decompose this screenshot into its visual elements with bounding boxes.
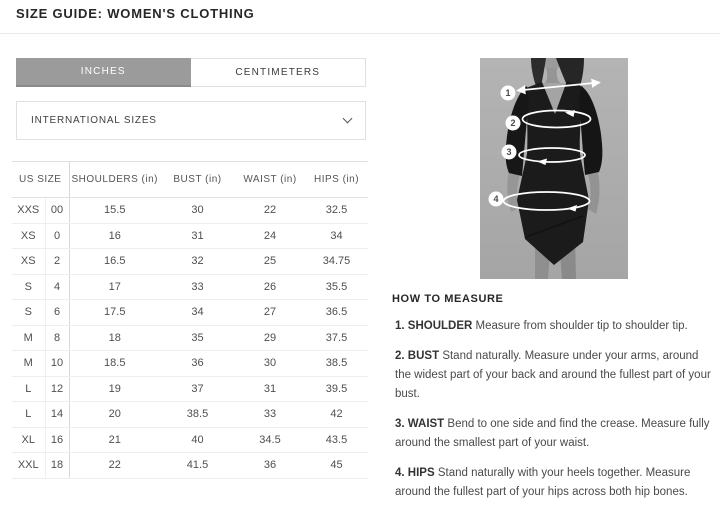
cell-shoulders: 22: [69, 453, 160, 479]
cell-size-letter: XXL: [12, 453, 45, 479]
cell-waist: 22: [235, 198, 305, 224]
table-row: [12, 274, 368, 300]
cell-hips: 37.5: [305, 325, 368, 351]
cell-shoulders: 18: [69, 325, 160, 351]
cell-shoulders: 17: [69, 274, 160, 300]
cell-size-letter: L: [12, 402, 45, 428]
cell-hips: 45: [305, 453, 368, 479]
cell-shoulders: 19: [69, 376, 160, 402]
svg-text:3: 3: [506, 147, 512, 158]
cell-bust: 31: [160, 223, 235, 249]
cell-size-number: 10: [45, 351, 69, 377]
col-header-hips: HIPS (in): [305, 162, 368, 198]
cell-size-letter: M: [12, 351, 45, 377]
cell-size-letter: XS: [12, 249, 45, 275]
cell-waist: 34.5: [235, 427, 305, 453]
size-system-selected-value: INTERNATIONAL SIZES: [31, 115, 157, 126]
cell-bust: 37: [160, 376, 235, 402]
cell-shoulders: 21: [69, 427, 160, 453]
size-system-dropdown[interactable]: [16, 101, 366, 140]
cell-bust: 35: [160, 325, 235, 351]
how-to-measure-section: [392, 293, 715, 513]
measurement-model-photo: [480, 58, 628, 279]
table-row: [12, 198, 368, 224]
cell-waist: 33: [235, 402, 305, 428]
cell-bust: 34: [160, 300, 235, 326]
cell-size-letter: M: [12, 325, 45, 351]
cell-size-letter: L: [12, 376, 45, 402]
tab-inches[interactable]: INCHES: [16, 58, 191, 87]
cell-size-number: 18: [45, 453, 69, 479]
size-chart-table: [12, 161, 368, 479]
cell-hips: 42: [305, 402, 368, 428]
cell-size-number: 2: [45, 249, 69, 275]
unit-tab-bar: [16, 58, 366, 87]
cell-size-letter: XXS: [12, 198, 45, 224]
cell-hips: 35.5: [305, 274, 368, 300]
svg-text:4: 4: [493, 194, 499, 205]
cell-shoulders: 20: [69, 402, 160, 428]
cell-hips: 38.5: [305, 351, 368, 377]
cell-shoulders: 18.5: [69, 351, 160, 377]
table-row: [12, 402, 368, 428]
how-to-measure-heading: HOW TO MEASURE: [392, 293, 504, 305]
cell-hips: 34.75: [305, 249, 368, 275]
col-header-bust: BUST (in): [160, 162, 235, 198]
cell-size-letter: S: [12, 300, 45, 326]
svg-text:1: 1: [505, 88, 511, 99]
cell-bust: 32: [160, 249, 235, 275]
cell-waist: 26: [235, 274, 305, 300]
cell-waist: 29: [235, 325, 305, 351]
svg-text:2: 2: [510, 118, 516, 129]
cell-size-letter: XL: [12, 427, 45, 453]
how-to-measure-item: 1. SHOULDER Measure from shoulder tip to shoulder tip.: [395, 320, 688, 332]
table-row: [12, 453, 368, 479]
cell-size-letter: XS: [12, 223, 45, 249]
cell-waist: 24: [235, 223, 305, 249]
page-title: SIZE GUIDE: WOMEN'S CLOTHING: [16, 6, 255, 21]
cell-size-number: 4: [45, 274, 69, 300]
cell-hips: 36.5: [305, 300, 368, 326]
header-divider: [0, 33, 720, 34]
cell-bust: 33: [160, 274, 235, 300]
cell-shoulders: 17.5: [69, 300, 160, 326]
table-row: [12, 223, 368, 249]
size-table-header: [12, 162, 368, 198]
cell-size-number: 8: [45, 325, 69, 351]
cell-bust: 41.5: [160, 453, 235, 479]
cell-waist: 27: [235, 300, 305, 326]
col-header-waist: WAIST (in): [235, 162, 305, 198]
table-row: [12, 376, 368, 402]
cell-hips: 32.5: [305, 198, 368, 224]
how-to-measure-item: 2. BUST Stand naturally. Measure under your arms, around the widest part of your back and around the fullest part of your bust.: [395, 350, 711, 400]
cell-waist: 36: [235, 453, 305, 479]
cell-bust: 40: [160, 427, 235, 453]
cell-waist: 25: [235, 249, 305, 275]
cell-bust: 38.5: [160, 402, 235, 428]
table-row: [12, 249, 368, 275]
cell-size-number: 14: [45, 402, 69, 428]
how-to-measure-item: 4. HIPS Stand naturally with your heels together. Measure around the fullest part of your hips across both hip bones.: [395, 467, 691, 498]
cell-bust: 30: [160, 198, 235, 224]
cell-shoulders: 16.5: [69, 249, 160, 275]
table-row: [12, 351, 368, 377]
how-to-measure-items: [392, 317, 715, 502]
cell-size-number: 6: [45, 300, 69, 326]
cell-shoulders: 16: [69, 223, 160, 249]
cell-waist: 30: [235, 351, 305, 377]
cell-size-number: 16: [45, 427, 69, 453]
cell-hips: 39.5: [305, 376, 368, 402]
cell-waist: 31: [235, 376, 305, 402]
cell-size-number: 0: [45, 223, 69, 249]
cell-hips: 43.5: [305, 427, 368, 453]
col-header-shoulders: SHOULDERS (in): [69, 162, 160, 198]
table-row: [12, 427, 368, 453]
size-table-body: [12, 198, 368, 479]
how-to-measure-item: 3. WAIST Bend to one side and find the crease. Measure fully around the smallest part of your waist.: [395, 418, 710, 449]
tab-centimeters[interactable]: CENTIMETERS: [191, 58, 367, 87]
cell-shoulders: 15.5: [69, 198, 160, 224]
cell-hips: 34: [305, 223, 368, 249]
cell-bust: 36: [160, 351, 235, 377]
table-row: [12, 325, 368, 351]
col-header-us-size: US SIZE: [12, 162, 69, 198]
cell-size-letter: S: [12, 274, 45, 300]
cell-size-number: 00: [45, 198, 69, 224]
cell-size-number: 12: [45, 376, 69, 402]
chevron-down-icon: [343, 114, 353, 124]
table-row: [12, 300, 368, 326]
